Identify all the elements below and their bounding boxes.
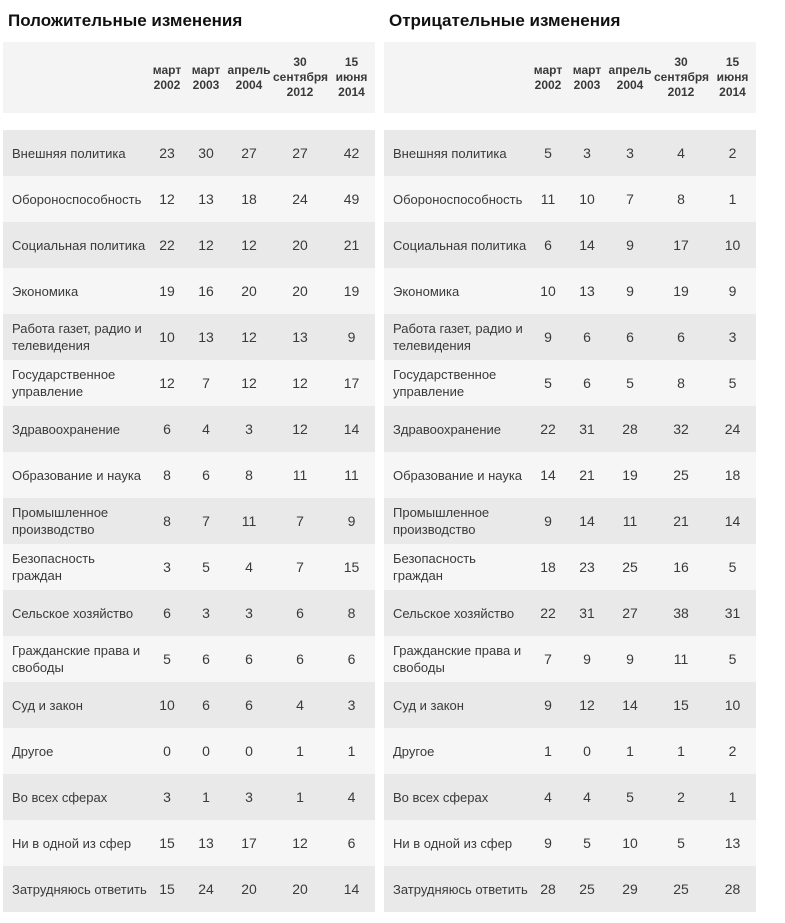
table-row — [3, 544, 375, 590]
cell-value: 8 — [653, 360, 709, 406]
cell-value: 5 — [148, 636, 186, 682]
cell-value: 11 — [653, 636, 709, 682]
cell-value: 1 — [272, 774, 328, 820]
cell-value: 11 — [226, 498, 272, 544]
cell-value: 21 — [328, 222, 375, 268]
cell-value: 6 — [226, 636, 272, 682]
row-label: Суд и закон — [3, 682, 148, 728]
table-row — [384, 222, 756, 268]
cell-value: 6 — [148, 406, 186, 452]
cell-value: 1 — [529, 728, 567, 774]
cell-value: 15 — [328, 544, 375, 590]
row-label: Гражданские права и свободы — [3, 636, 148, 682]
cell-value: 6 — [186, 452, 226, 498]
column-header: 30 сентября 2012 — [653, 42, 709, 130]
cell-value: 14 — [607, 682, 653, 728]
cell-value: 6 — [186, 682, 226, 728]
cell-value: 4 — [529, 774, 567, 820]
cell-value: 11 — [607, 498, 653, 544]
cell-value: 6 — [529, 222, 567, 268]
row-label: Обороноспособность — [384, 176, 529, 222]
column-header: март 2002 — [148, 42, 186, 130]
cell-value: 12 — [567, 682, 607, 728]
row-label: Другое — [384, 728, 529, 774]
table-row — [384, 406, 756, 452]
cell-value: 0 — [567, 728, 607, 774]
cell-value: 6 — [272, 636, 328, 682]
cell-value: 13 — [186, 314, 226, 360]
cell-value: 3 — [709, 314, 756, 360]
table-row — [384, 314, 756, 360]
cell-value: 12 — [148, 360, 186, 406]
table-body — [384, 130, 756, 912]
cell-value: 17 — [328, 360, 375, 406]
row-label: Образование и наука — [3, 452, 148, 498]
row-label: Внешняя политика — [384, 130, 529, 176]
table-body — [3, 130, 375, 912]
row-label: Во всех сферах — [384, 774, 529, 820]
cell-value: 5 — [709, 636, 756, 682]
negative-changes-table — [384, 42, 756, 912]
cell-value: 12 — [186, 222, 226, 268]
table-row — [3, 452, 375, 498]
column-header: 15 июня 2014 — [709, 42, 756, 130]
cell-value: 10 — [567, 176, 607, 222]
table-row — [3, 866, 375, 912]
table-row — [3, 636, 375, 682]
cell-value: 31 — [709, 590, 756, 636]
cell-value: 14 — [709, 498, 756, 544]
cell-value: 12 — [226, 314, 272, 360]
row-label: Образование и наука — [384, 452, 529, 498]
row-label: Затрудняюсь ответить — [3, 866, 148, 912]
row-label: Во всех сферах — [3, 774, 148, 820]
cell-value: 20 — [272, 222, 328, 268]
table-row — [3, 406, 375, 452]
cell-value: 6 — [272, 590, 328, 636]
row-label: Гражданские права и свободы — [384, 636, 529, 682]
cell-value: 1 — [328, 728, 375, 774]
cell-value: 7 — [272, 498, 328, 544]
cell-value: 6 — [567, 360, 607, 406]
table-row — [3, 728, 375, 774]
cell-value: 0 — [226, 728, 272, 774]
cell-value: 9 — [567, 636, 607, 682]
table-row — [384, 636, 756, 682]
cell-value: 3 — [148, 544, 186, 590]
cell-value: 0 — [148, 728, 186, 774]
cell-value: 7 — [272, 544, 328, 590]
cell-value: 2 — [709, 130, 756, 176]
cell-value: 12 — [272, 406, 328, 452]
row-label: Социальная политика — [3, 222, 148, 268]
cell-value: 3 — [148, 774, 186, 820]
negative-changes-panel — [384, 10, 756, 912]
cell-value: 24 — [186, 866, 226, 912]
cell-value: 5 — [529, 130, 567, 176]
cell-value: 9 — [529, 314, 567, 360]
header-row — [384, 42, 756, 130]
cell-value: 28 — [709, 866, 756, 912]
table-row — [3, 774, 375, 820]
cell-value: 22 — [529, 406, 567, 452]
table-row — [3, 360, 375, 406]
cell-value: 1 — [709, 176, 756, 222]
table-row — [384, 498, 756, 544]
cell-value: 4 — [328, 774, 375, 820]
cell-value: 5 — [607, 774, 653, 820]
row-label: Обороноспособность — [3, 176, 148, 222]
cell-value: 11 — [529, 176, 567, 222]
cell-value: 3 — [226, 406, 272, 452]
table-row — [384, 682, 756, 728]
cell-value: 5 — [709, 360, 756, 406]
table-row — [384, 130, 756, 176]
table-row — [384, 820, 756, 866]
cell-value: 3 — [226, 590, 272, 636]
table-row — [3, 176, 375, 222]
table-row — [3, 820, 375, 866]
cell-value: 10 — [148, 682, 186, 728]
cell-value: 8 — [328, 590, 375, 636]
cell-value: 18 — [529, 544, 567, 590]
cell-value: 9 — [607, 268, 653, 314]
table-row — [384, 544, 756, 590]
cell-value: 13 — [186, 176, 226, 222]
table-row — [384, 268, 756, 314]
row-label: Экономика — [384, 268, 529, 314]
column-header: март 2002 — [529, 42, 567, 130]
cell-value: 7 — [186, 360, 226, 406]
cell-value: 9 — [607, 222, 653, 268]
cell-value: 15 — [148, 820, 186, 866]
header-corner-cell — [3, 42, 148, 130]
cell-value: 20 — [272, 866, 328, 912]
header-corner-cell — [384, 42, 529, 130]
cell-value: 22 — [529, 590, 567, 636]
cell-value: 1 — [272, 728, 328, 774]
cell-value: 3 — [226, 774, 272, 820]
cell-value: 28 — [529, 866, 567, 912]
cell-value: 5 — [567, 820, 607, 866]
cell-value: 27 — [226, 130, 272, 176]
cell-value: 25 — [653, 866, 709, 912]
table-row — [3, 498, 375, 544]
column-header: апрель 2004 — [226, 42, 272, 130]
cell-value: 6 — [328, 820, 375, 866]
cell-value: 1 — [709, 774, 756, 820]
cell-value: 10 — [607, 820, 653, 866]
cell-value: 30 — [186, 130, 226, 176]
cell-value: 1 — [186, 774, 226, 820]
cell-value: 3 — [607, 130, 653, 176]
cell-value: 14 — [328, 406, 375, 452]
row-label: Здравоохранение — [384, 406, 529, 452]
cell-value: 38 — [653, 590, 709, 636]
cell-value: 19 — [653, 268, 709, 314]
cell-value: 5 — [653, 820, 709, 866]
cell-value: 14 — [567, 498, 607, 544]
row-label: Внешняя политика — [3, 130, 148, 176]
cell-value: 27 — [272, 130, 328, 176]
cell-value: 13 — [709, 820, 756, 866]
table-row — [3, 682, 375, 728]
cell-value: 11 — [328, 452, 375, 498]
row-label: Промышленное производство — [3, 498, 148, 544]
cell-value: 8 — [148, 452, 186, 498]
row-label: Ни в одной из сфер — [3, 820, 148, 866]
cell-value: 7 — [186, 498, 226, 544]
cell-value: 27 — [607, 590, 653, 636]
cell-value: 6 — [567, 314, 607, 360]
cell-value: 23 — [148, 130, 186, 176]
column-header: 15 июня 2014 — [328, 42, 375, 130]
table-row — [384, 866, 756, 912]
cell-value: 9 — [529, 682, 567, 728]
cell-value: 25 — [607, 544, 653, 590]
row-label: Сельское хозяйство — [384, 590, 529, 636]
cell-value: 6 — [226, 682, 272, 728]
cell-value: 9 — [529, 820, 567, 866]
cell-value: 5 — [607, 360, 653, 406]
cell-value: 12 — [272, 360, 328, 406]
cell-value: 15 — [148, 866, 186, 912]
cell-value: 19 — [148, 268, 186, 314]
cell-value: 21 — [567, 452, 607, 498]
cell-value: 11 — [272, 452, 328, 498]
table-row — [384, 360, 756, 406]
cell-value: 18 — [709, 452, 756, 498]
cell-value: 28 — [607, 406, 653, 452]
cell-value: 4 — [226, 544, 272, 590]
cell-value: 17 — [226, 820, 272, 866]
row-label: Работа газет, радио и телевидения — [3, 314, 148, 360]
cell-value: 9 — [328, 314, 375, 360]
cell-value: 10 — [148, 314, 186, 360]
cell-value: 9 — [328, 498, 375, 544]
cell-value: 13 — [186, 820, 226, 866]
header-row — [3, 42, 375, 130]
positive-changes-table — [3, 42, 375, 912]
cell-value: 2 — [653, 774, 709, 820]
table-row — [3, 590, 375, 636]
cell-value: 9 — [529, 498, 567, 544]
row-label: Государственное управление — [3, 360, 148, 406]
row-label: Другое — [3, 728, 148, 774]
cell-value: 7 — [607, 176, 653, 222]
cell-value: 1 — [653, 728, 709, 774]
column-header: апрель 2004 — [607, 42, 653, 130]
cell-value: 14 — [328, 866, 375, 912]
table-row — [3, 130, 375, 176]
cell-value: 31 — [567, 406, 607, 452]
table-row — [384, 590, 756, 636]
table-row — [384, 176, 756, 222]
row-label: Работа газет, радио и телевидения — [384, 314, 529, 360]
cell-value: 13 — [272, 314, 328, 360]
cell-value: 7 — [529, 636, 567, 682]
cell-value: 25 — [653, 452, 709, 498]
cell-value: 8 — [148, 498, 186, 544]
row-label: Затрудняюсь ответить — [384, 866, 529, 912]
cell-value: 49 — [328, 176, 375, 222]
table-title: Отрицательные изменения — [389, 11, 621, 30]
row-label: Государственное управление — [384, 360, 529, 406]
cell-value: 25 — [567, 866, 607, 912]
row-label: Здравоохранение — [3, 406, 148, 452]
row-label: Безопасность граждан — [384, 544, 529, 590]
cell-value: 22 — [148, 222, 186, 268]
table-title: Положительные изменения — [8, 11, 243, 30]
table-header — [3, 42, 375, 130]
table-row — [384, 774, 756, 820]
cell-value: 6 — [148, 590, 186, 636]
row-label: Социальная политика — [384, 222, 529, 268]
cell-value: 1 — [607, 728, 653, 774]
row-label: Безопасность граждан — [3, 544, 148, 590]
cell-value: 10 — [529, 268, 567, 314]
cell-value: 20 — [272, 268, 328, 314]
cell-value: 14 — [567, 222, 607, 268]
table-row — [384, 452, 756, 498]
column-header: март 2003 — [186, 42, 226, 130]
cell-value: 6 — [607, 314, 653, 360]
cell-value: 14 — [529, 452, 567, 498]
row-label: Ни в одной из сфер — [384, 820, 529, 866]
cell-value: 4 — [186, 406, 226, 452]
cell-value: 16 — [653, 544, 709, 590]
cell-value: 5 — [529, 360, 567, 406]
cell-value: 13 — [567, 268, 607, 314]
cell-value: 6 — [186, 636, 226, 682]
row-label: Сельское хозяйство — [3, 590, 148, 636]
cell-value: 18 — [226, 176, 272, 222]
cell-value: 3 — [186, 590, 226, 636]
cell-value: 5 — [709, 544, 756, 590]
cell-value: 9 — [709, 268, 756, 314]
table-row — [3, 222, 375, 268]
cell-value: 20 — [226, 866, 272, 912]
column-header: 30 сентября 2012 — [272, 42, 328, 130]
cell-value: 3 — [328, 682, 375, 728]
cell-value: 12 — [148, 176, 186, 222]
table-header — [384, 42, 756, 130]
cell-value: 19 — [607, 452, 653, 498]
cell-value: 10 — [709, 682, 756, 728]
cell-value: 12 — [272, 820, 328, 866]
cell-value: 5 — [186, 544, 226, 590]
cell-value: 20 — [226, 268, 272, 314]
cell-value: 4 — [567, 774, 607, 820]
cell-value: 29 — [607, 866, 653, 912]
cell-value: 0 — [186, 728, 226, 774]
positive-changes-panel — [3, 10, 375, 912]
column-header: март 2003 — [567, 42, 607, 130]
cell-value: 24 — [272, 176, 328, 222]
cell-value: 4 — [272, 682, 328, 728]
cell-value: 16 — [186, 268, 226, 314]
cell-value: 23 — [567, 544, 607, 590]
table-row — [384, 728, 756, 774]
cell-value: 8 — [226, 452, 272, 498]
cell-value: 19 — [328, 268, 375, 314]
cell-value: 3 — [567, 130, 607, 176]
row-label: Промышленное производство — [384, 498, 529, 544]
cell-value: 31 — [567, 590, 607, 636]
cell-value: 10 — [709, 222, 756, 268]
table-row — [3, 314, 375, 360]
row-label: Экономика — [3, 268, 148, 314]
cell-value: 12 — [226, 360, 272, 406]
cell-value: 8 — [653, 176, 709, 222]
cell-value: 24 — [709, 406, 756, 452]
cell-value: 15 — [653, 682, 709, 728]
cell-value: 6 — [328, 636, 375, 682]
cell-value: 17 — [653, 222, 709, 268]
cell-value: 21 — [653, 498, 709, 544]
cell-value: 2 — [709, 728, 756, 774]
cell-value: 42 — [328, 130, 375, 176]
cell-value: 6 — [653, 314, 709, 360]
row-label: Суд и закон — [384, 682, 529, 728]
cell-value: 32 — [653, 406, 709, 452]
cell-value: 9 — [607, 636, 653, 682]
cell-value: 4 — [653, 130, 709, 176]
table-row — [3, 268, 375, 314]
cell-value: 12 — [226, 222, 272, 268]
